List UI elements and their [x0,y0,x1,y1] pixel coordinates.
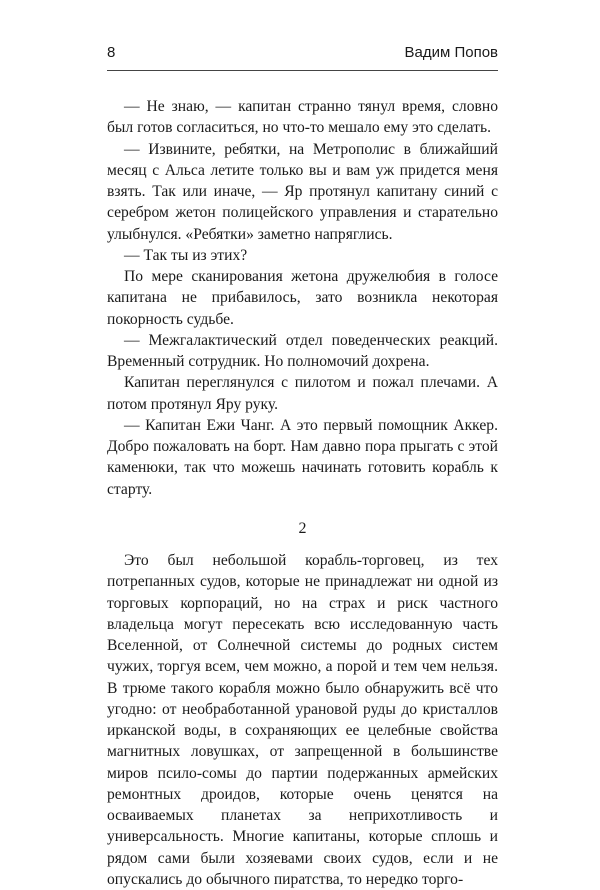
header-rule [107,70,498,71]
paragraph: — Капитан Ежи Чанг. А это первый помощник Аккер. Добро пожаловать на борт. Нам давно пора прыгать с этой каменюки, так что можешь начинать готовить корабль к старту. [107,416,498,498]
paragraph: Капитан переглянулся с пилотом и пожал плечами. А потом протянул Яру руку. [107,374,498,413]
paragraph: По мере сканирования жетона дружелюбия в голосе капитана не прибавилось, зато возникла некоторая покорность судьбе. [107,268,498,328]
page-body [107,96,498,890]
running-head-author: Вадим Попов [404,44,498,61]
paragraph: — Не знаю, — капитан странно тянул время, словно был готов согласиться, но что-то мешало ему это сделать. [107,98,498,137]
paragraph: — Так ты из этих? [124,246,248,264]
paragraph: — Извините, ребятки, на Метрополис в ближайший месяц с Альса летите только вы и вам уж придется меня взять. Так или иначе, — Яр протянул капитану синий с серебром жетон полицейского управления и старательно улыбнулся. «Ребятки» заметно напряглись. [107,140,498,243]
chapter-number: 2 [298,519,307,537]
page-header [107,44,498,64]
page-number: 8 [107,44,116,61]
paragraph: Это был небольшой корабль-торговец, из тех потрепанных судов, которые не принадлежат ни одной из торговых корпораций, но на страх и риск частного владельца могут пересекать всю исследованную часть Вселенной, от Солнечной системы до родных систем чужих, торгуя всем, чем можно, а порой и тем чем нельзя. В трюме такого корабля можно было обнаружить всё что угодно: от необработанной урановой руды до кристаллов ирканской воды, в сохраняющих ее целебные свойства магнитных ловушках, от запрещенной в большинстве миров псило-сомы до партии подержанных армейских ремонтных дроидов, которые очень ценятся на осваиваемых планетах за неприхотливость и универсальность. Многие капитаны, которые сплошь и рядом сами были хозяевами своих судов, если и не опускались до обычного пиратства, то нередко торго- [107,552,498,888]
paragraph: — Межгалактический отдел поведенческих реакций. Временный сотрудник. Но полномочий дохрена. [107,331,498,370]
